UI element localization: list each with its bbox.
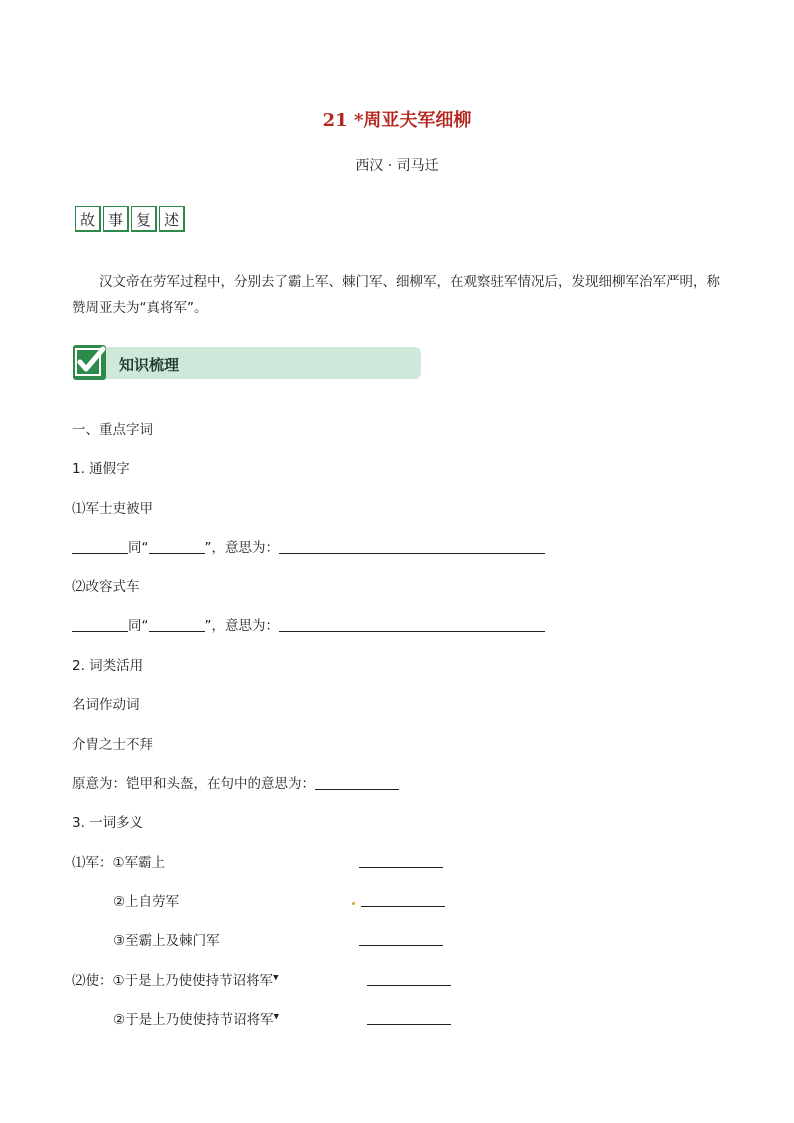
subsection-heading: 2. 词类活用 — [72, 658, 144, 674]
answer-blank[interactable] — [279, 617, 545, 632]
category-label: 名词作动词 — [72, 697, 140, 713]
polysemy-item-text: ②于是上乃使使持节诏将军 — [113, 1012, 274, 1028]
answer-blank[interactable] — [367, 971, 451, 986]
polysemy-item: ②上自劳军 — [113, 894, 180, 910]
example-sentence: ⑴军士吏被甲 — [72, 501, 153, 517]
subsection-heading: 1. 通假字 — [72, 461, 130, 477]
banner-label: 知识梳理 — [119, 356, 180, 374]
answer-blank[interactable] — [279, 539, 545, 554]
polysemy-item — [113, 1008, 279, 1028]
answer-blank[interactable] — [72, 617, 128, 632]
answer-blank[interactable] — [361, 892, 445, 907]
story-text — [72, 269, 732, 321]
answer-blank[interactable] — [149, 617, 205, 632]
story-badge-char: 故 — [75, 206, 101, 232]
fill-row — [72, 536, 545, 556]
answer-blank[interactable] — [72, 539, 128, 554]
answer-blank[interactable] — [367, 1010, 451, 1025]
fill-text: ”，意思为： — [204, 540, 279, 556]
page-title: 21 *周亚夫军细柳 — [322, 110, 472, 131]
checkmark-icon — [73, 345, 106, 380]
dot-mark — [352, 902, 355, 905]
polysemy-item: ⑴军：①军霸上 — [72, 855, 166, 871]
mark-icon: ▼ — [273, 1012, 279, 1021]
polysemy-item-text: ⑵使：①于是上乃使使持节诏将军 — [72, 973, 274, 989]
knowledge-banner — [73, 345, 421, 380]
story-text-content: 汉文帝在劳军过程中，分别去了霸上军、棘门军、细柳军，在观察驻军情况后，发现细柳军治军严明，称赞周亚夫为“真将军”。 — [72, 274, 720, 316]
fill-text: 原意为：铠甲和头盔，在句中的意思为： — [72, 776, 315, 792]
example-sentence: ⑵改容式车 — [72, 579, 140, 595]
polysemy-item — [72, 969, 279, 989]
story-badge-char: 述 — [159, 206, 185, 232]
fill-row — [72, 614, 545, 634]
answer-blank[interactable] — [315, 775, 399, 790]
fill-text: 同“ — [128, 540, 149, 556]
example-sentence: 介胄之士不拜 — [72, 737, 153, 753]
fill-text: ”，意思为： — [204, 618, 279, 634]
subsection-heading: 3. 一词多义 — [72, 815, 144, 831]
fill-row — [72, 772, 399, 792]
story-badge-char: 事 — [103, 206, 129, 232]
polysemy-item: ③至霸上及棘门军 — [113, 933, 220, 949]
answer-blank[interactable] — [149, 539, 205, 554]
section-heading: 一、重点字词 — [72, 422, 153, 438]
answer-blank[interactable] — [359, 931, 443, 946]
fill-text: 同“ — [128, 618, 149, 634]
author: 西汉 · 司马迁 — [355, 158, 439, 174]
answer-blank[interactable] — [359, 853, 443, 868]
story-badge — [75, 206, 185, 232]
mark-icon: ▼ — [273, 973, 279, 982]
story-badge-char: 复 — [131, 206, 157, 232]
